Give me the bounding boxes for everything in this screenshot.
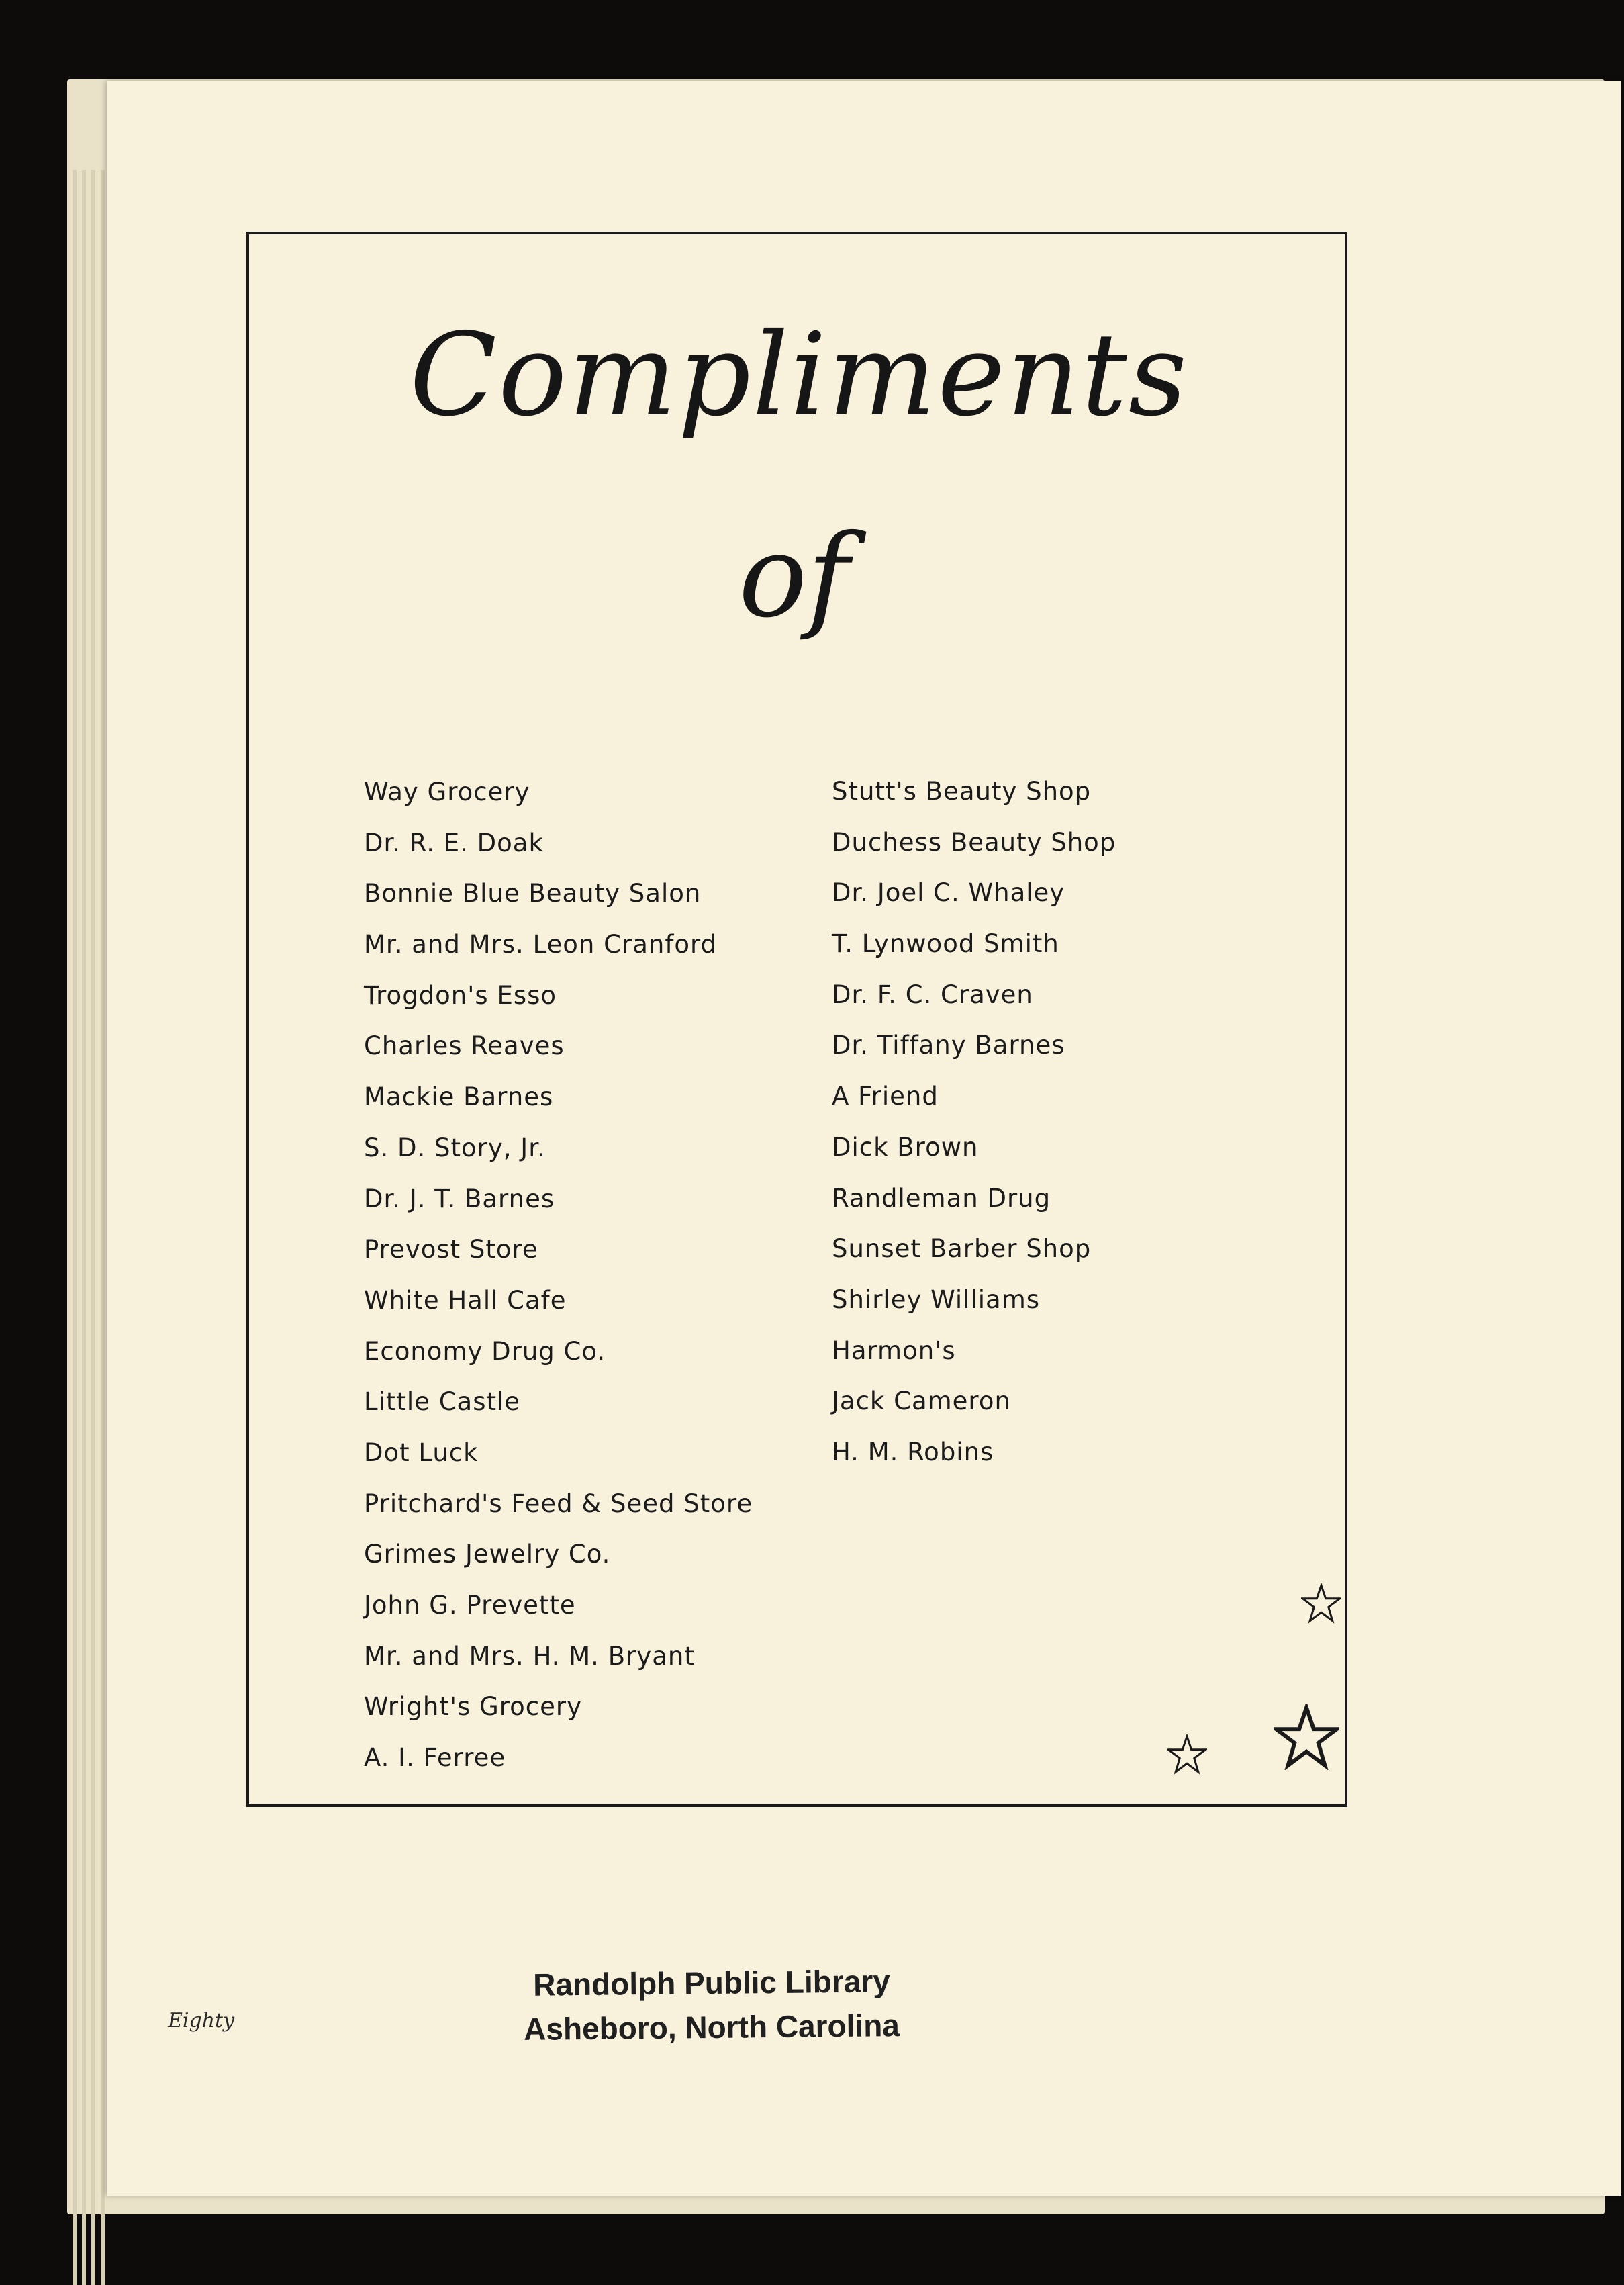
stamp-line-1: Randolph Public Library xyxy=(532,1963,891,2002)
list-item: Randleman Drug xyxy=(832,1183,1051,1213)
star-icon xyxy=(1274,1704,1339,1770)
list-item: Charles Reaves xyxy=(364,1031,565,1061)
list-item: Trogdon's Esso xyxy=(364,980,557,1010)
list-item: Dr. Joel C. Whaley xyxy=(832,878,1065,908)
list-item: T. Lynwood Smith xyxy=(832,929,1059,959)
list-item: H. M. Robins xyxy=(832,1437,994,1466)
list-item: Dr. F. C. Craven xyxy=(832,980,1033,1009)
page-number: Eighty xyxy=(168,2009,235,2033)
list-item: Harmon's xyxy=(832,1336,956,1365)
list-item: Mackie Barnes xyxy=(364,1082,554,1112)
list-item: Way Grocery xyxy=(364,778,530,806)
list-item: Grimes Jewelry Co. xyxy=(364,1540,611,1569)
list-item: Pritchard's Feed & Seed Store xyxy=(364,1489,753,1518)
star-icon xyxy=(1301,1583,1341,1624)
list-item: Dot Luck xyxy=(364,1438,479,1467)
stamp-line-2: Asheboro, North Carolina xyxy=(523,2008,900,2047)
page-subtitle: of xyxy=(738,510,850,643)
list-item: S. D. Story, Jr. xyxy=(364,1133,546,1162)
list-item: Dr. R. E. Doak xyxy=(364,828,544,857)
list-item: Duchess Beauty Shop xyxy=(832,827,1116,857)
list-item: A. I. Ferree xyxy=(364,1743,506,1773)
star-icon xyxy=(1167,1734,1207,1775)
page-title: Compliments xyxy=(410,309,1189,442)
list-item: Stutt's Beauty Shop xyxy=(832,777,1092,806)
list-item: Bonnie Blue Beauty Salon xyxy=(364,879,702,908)
list-item: Mr. and Mrs. Leon Cranford xyxy=(364,930,718,960)
list-item: Jack Cameron xyxy=(832,1387,1011,1416)
list-item: White Hall Cafe xyxy=(364,1285,567,1315)
list-item: Wright's Grocery xyxy=(364,1692,582,1722)
list-item: Dick Brown xyxy=(832,1132,979,1162)
list-item: Economy Drug Co. xyxy=(364,1336,606,1366)
page-edge xyxy=(91,170,95,2285)
list-item: Little Castle xyxy=(364,1387,521,1417)
list-item: Mr. and Mrs. H. M. Bryant xyxy=(364,1641,695,1671)
list-item: John G. Prevette xyxy=(364,1591,576,1620)
page-edge xyxy=(82,170,86,2285)
sponsor-list-left xyxy=(364,767,753,1783)
list-item: Dr. J. T. Barnes xyxy=(364,1184,555,1213)
page-edge xyxy=(101,170,105,2285)
sponsor-list-right xyxy=(832,766,1116,1478)
list-item: A Friend xyxy=(832,1082,939,1111)
list-item: Dr. Tiffany Barnes xyxy=(832,1031,1065,1060)
list-item: Sunset Barber Shop xyxy=(832,1234,1092,1264)
list-item: Prevost Store xyxy=(364,1235,538,1264)
page-edge xyxy=(73,170,77,2285)
library-stamp xyxy=(510,1961,913,2049)
list-item: Shirley Williams xyxy=(832,1285,1041,1314)
